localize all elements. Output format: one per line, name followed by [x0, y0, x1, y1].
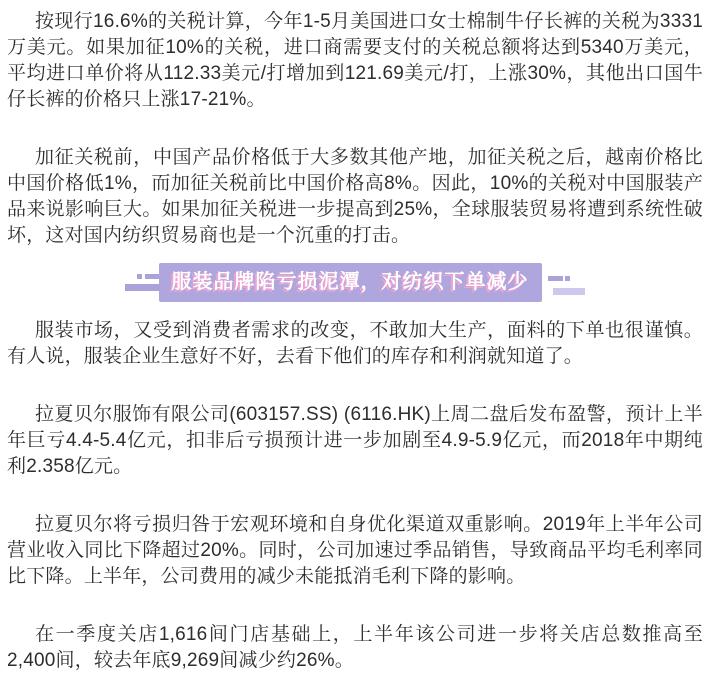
- banner-dashes-left-icon: [124, 263, 160, 302]
- paragraph-price-comparison: 加征关税前，中国产品价格低于大多数其他产地，加征关税之后，越南价格比中国价格低1%，而加征关税前比中国价格高8%。因此，10%的关税对中国服装产品来说影响巨大。如果加征关税进一步提高到25%，全球服装贸易将遭到系统性破坏，这对国内纺织贸易商也是一个沉重的打击。: [7, 147, 703, 246]
- dash-small-icon: [137, 274, 142, 279]
- dash-medium-icon: [145, 274, 159, 279]
- paragraph-lachapelle-loss-reasons: 拉夏贝尔将亏损归咎于宏观环境和自身优化渠道双重影响。2019年上半年公司营业收入同比下降超过20%。同时，公司加速过季品销售，导致商品平均毛利率同比下降。上半年，公司费用的减少未能抵消毛利下降的影响。: [7, 514, 703, 587]
- paragraph-tariff-calculation: 按现行16.6%的关税计算，今年1-5月美国进口女士棉制牛仔长裤的关税为3331万美元。如果加征10%的关税，进口商需要支付的关税总额将达到5340万美元，平均进口单价将从112.33美元/打增加到121.69美元/打，上涨30%，其他出口国牛仔长裤的价格只上涨17-21%。: [7, 11, 703, 110]
- paragraph-lachapelle-profit-warning: 拉夏贝尔服饰有限公司(603157.SS) (6116.HK)上周二盘后发布盈警，预计上半年巨亏4.4-5.4亿元，扣非后亏损预计进一步加剧至4.9-5.9亿元，而2018年中期纯利2.358亿元。: [7, 404, 703, 477]
- banner-dashes-right-icon: [541, 263, 587, 302]
- paragraph-garment-market: 服装市场，又受到消费者需求的改变，不敢加大生产，面料的下单也很谨慎。有人说，服装企业生意好不好，去看下他们的库存和利润就知道了。: [7, 320, 703, 367]
- paragraph-store-closures: 在一季度关店1,616间门店基础上，上半年该公司进一步将关店总数推高至2,400间，较去年底9,269间减少约26%。: [7, 624, 703, 671]
- dash-small-icon: [565, 276, 570, 281]
- section-banner-title: 服装品牌陷亏损泥潭，对纺织下单减少: [159, 263, 542, 302]
- dash-medium-icon: [548, 276, 563, 281]
- dash-bar-icon: [125, 284, 160, 291]
- dash-bar-icon: [553, 288, 585, 295]
- section-banner: [7, 263, 703, 302]
